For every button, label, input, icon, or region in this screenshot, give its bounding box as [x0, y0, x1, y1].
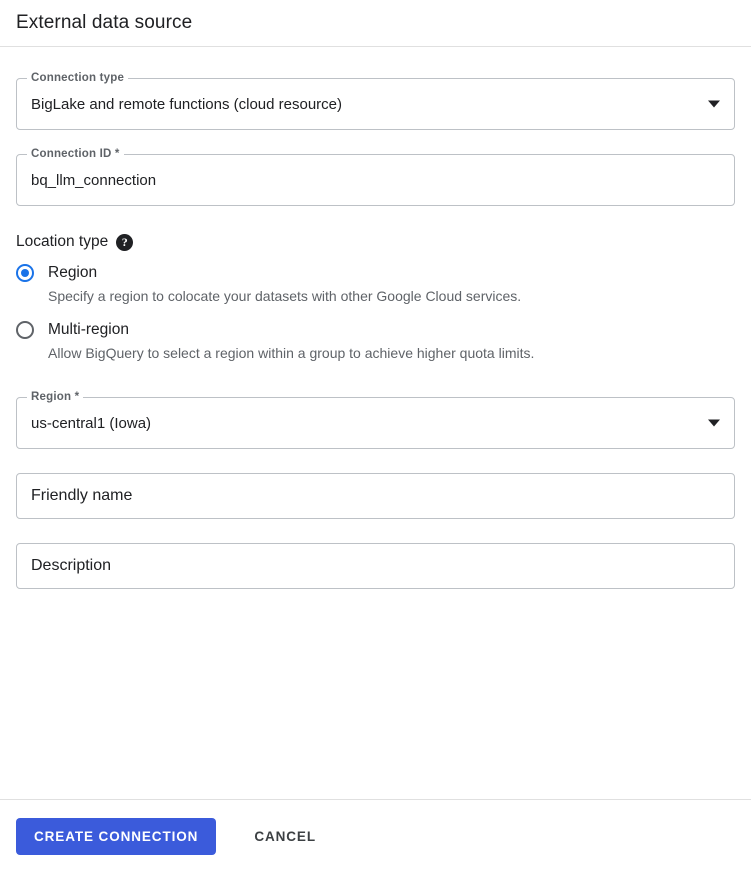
panel-header	[0, 0, 751, 47]
cancel-button[interactable]: CANCEL	[238, 818, 332, 855]
radio-region-indicator[interactable]	[16, 264, 34, 282]
region-select[interactable]	[16, 391, 735, 449]
description-placeholder[interactable]: Description	[31, 557, 112, 574]
connection-type-value: BigLake and remote functions (cloud resource)	[31, 95, 343, 113]
connection-id-label: Connection ID *	[27, 148, 124, 161]
help-icon[interactable]: ?	[116, 234, 133, 251]
connection-type-select[interactable]	[16, 72, 735, 130]
page-title: External data source	[16, 12, 193, 33]
radio-multi-region-texts	[48, 320, 534, 373]
radio-region-label: Region	[48, 264, 98, 281]
connection-type-label: Connection type	[27, 72, 128, 85]
radio-region-description: Specify a region to colocate your datasets with other Google Cloud services.	[48, 288, 522, 304]
create-connection-button[interactable]: CREATE CONNECTION	[16, 818, 216, 855]
panel-body	[0, 47, 751, 799]
region-label: Region *	[27, 391, 83, 404]
friendly-name-placeholder[interactable]: Friendly name	[31, 487, 133, 504]
radio-multi-region-description: Allow BigQuery to select a region within a group to achieve higher quota limits.	[48, 345, 535, 361]
radio-multi-region-indicator[interactable]	[16, 321, 34, 339]
chevron-down-icon[interactable]	[708, 101, 720, 108]
location-type-label: Location type	[16, 233, 109, 250]
radio-multi-region-label: Multi-region	[48, 321, 129, 338]
connection-id-field[interactable]	[16, 148, 735, 206]
radio-option-region[interactable]	[16, 263, 735, 316]
chevron-down-icon[interactable]	[708, 420, 720, 427]
radio-region-texts	[48, 263, 521, 316]
panel-footer	[0, 799, 751, 873]
friendly-name-field[interactable]	[16, 473, 735, 519]
radio-option-multi-region[interactable]	[16, 320, 735, 373]
location-type-section	[16, 233, 735, 251]
location-type-radio-group	[16, 263, 735, 373]
connection-id-input[interactable]: bq_llm_connection	[31, 171, 157, 189]
region-value: us-central1 (Iowa)	[31, 414, 152, 432]
description-field[interactable]	[16, 543, 735, 589]
